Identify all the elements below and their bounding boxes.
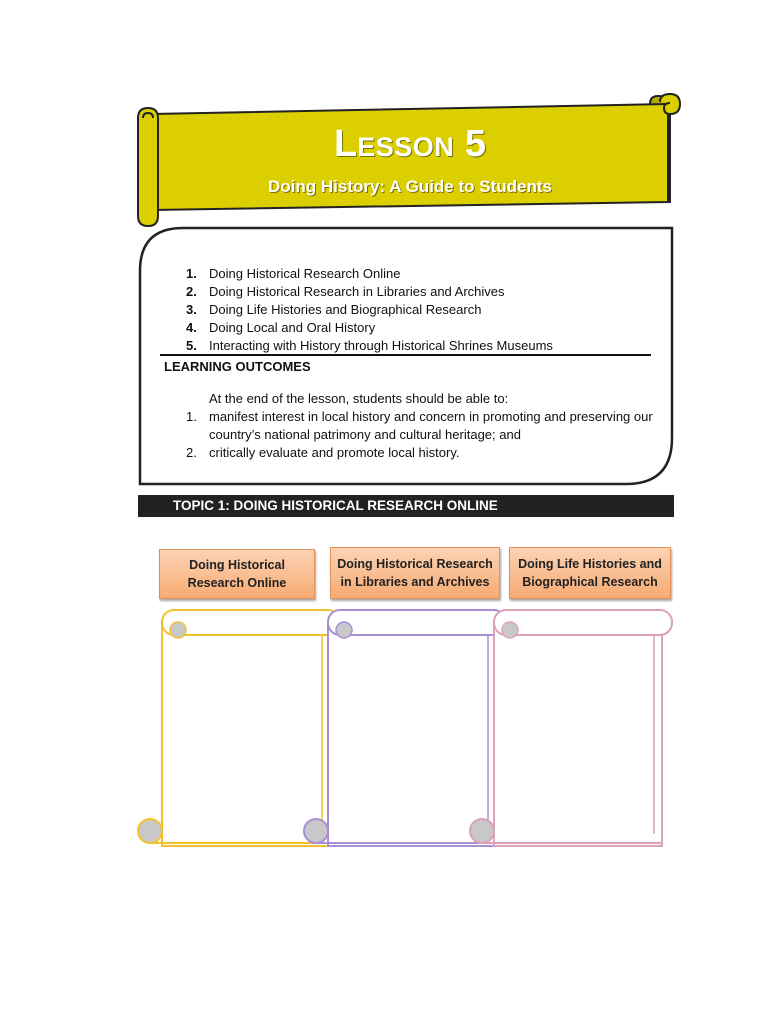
scroll-label-life-histories: Doing Life Histories and Biographical Research bbox=[509, 547, 671, 599]
scroll-label-libraries-archives: Doing Historical Research in Libraries and Archives bbox=[330, 547, 500, 599]
learning-outcomes-heading: LEARNING OUTCOMES bbox=[164, 359, 311, 374]
topic-number: 3. bbox=[186, 302, 197, 317]
lesson-subtitle: Doing History: A Guide to Students bbox=[268, 177, 552, 196]
topic-text: Doing Historical Research in Libraries and Archives bbox=[209, 284, 505, 299]
outcome-text: manifest interest in local history and concern in promoting and preserving our country’s national patrimony and cultural heritage; and bbox=[209, 409, 653, 442]
scroll-libraries-archives bbox=[304, 610, 506, 846]
lesson-title-initial: L bbox=[334, 123, 358, 165]
scroll-label-online-research: Doing Historical Research Online bbox=[159, 549, 315, 599]
learning-outcomes-list bbox=[186, 408, 656, 462]
lesson-title bbox=[150, 122, 670, 169]
outcome-number: 2. bbox=[186, 445, 197, 460]
topic-item bbox=[186, 265, 656, 283]
topic-text: Doing Local and Oral History bbox=[209, 320, 376, 335]
scroll-online-research bbox=[138, 610, 340, 846]
topic-text: Doing Life Histories and Biographical Research bbox=[209, 302, 482, 317]
topic-number: 4. bbox=[186, 320, 197, 335]
topic-item bbox=[186, 319, 656, 337]
topic-item bbox=[186, 283, 656, 301]
outcome-text: critically evaluate and promote local history. bbox=[209, 445, 460, 460]
topic-item bbox=[186, 337, 656, 355]
outcome-item bbox=[186, 408, 656, 444]
topic-text: Interacting with History through Historical Shrines Museums bbox=[209, 338, 553, 353]
topic-text: Doing Historical Research Online bbox=[209, 266, 401, 281]
topic-list bbox=[186, 265, 656, 355]
topic-number: 1. bbox=[186, 266, 197, 281]
section-divider bbox=[160, 354, 651, 356]
outcome-number: 1. bbox=[186, 409, 197, 424]
lesson-title-word: ESSON bbox=[357, 132, 455, 162]
scroll-life-histories bbox=[470, 610, 672, 846]
topic-item bbox=[186, 301, 656, 319]
topic-number: 5. bbox=[186, 338, 197, 353]
topic-heading-bar bbox=[138, 495, 674, 517]
scroll-graphics bbox=[0, 600, 768, 860]
topic-number: 2. bbox=[186, 284, 197, 299]
learning-outcomes-intro: At the end of the lesson, students should be able to: bbox=[209, 391, 509, 406]
topic-heading-text: TOPIC 1: DOING HISTORICAL RESEARCH ONLINE bbox=[173, 498, 498, 513]
lesson-number: 5 bbox=[464, 123, 486, 165]
outcome-item bbox=[186, 444, 656, 462]
